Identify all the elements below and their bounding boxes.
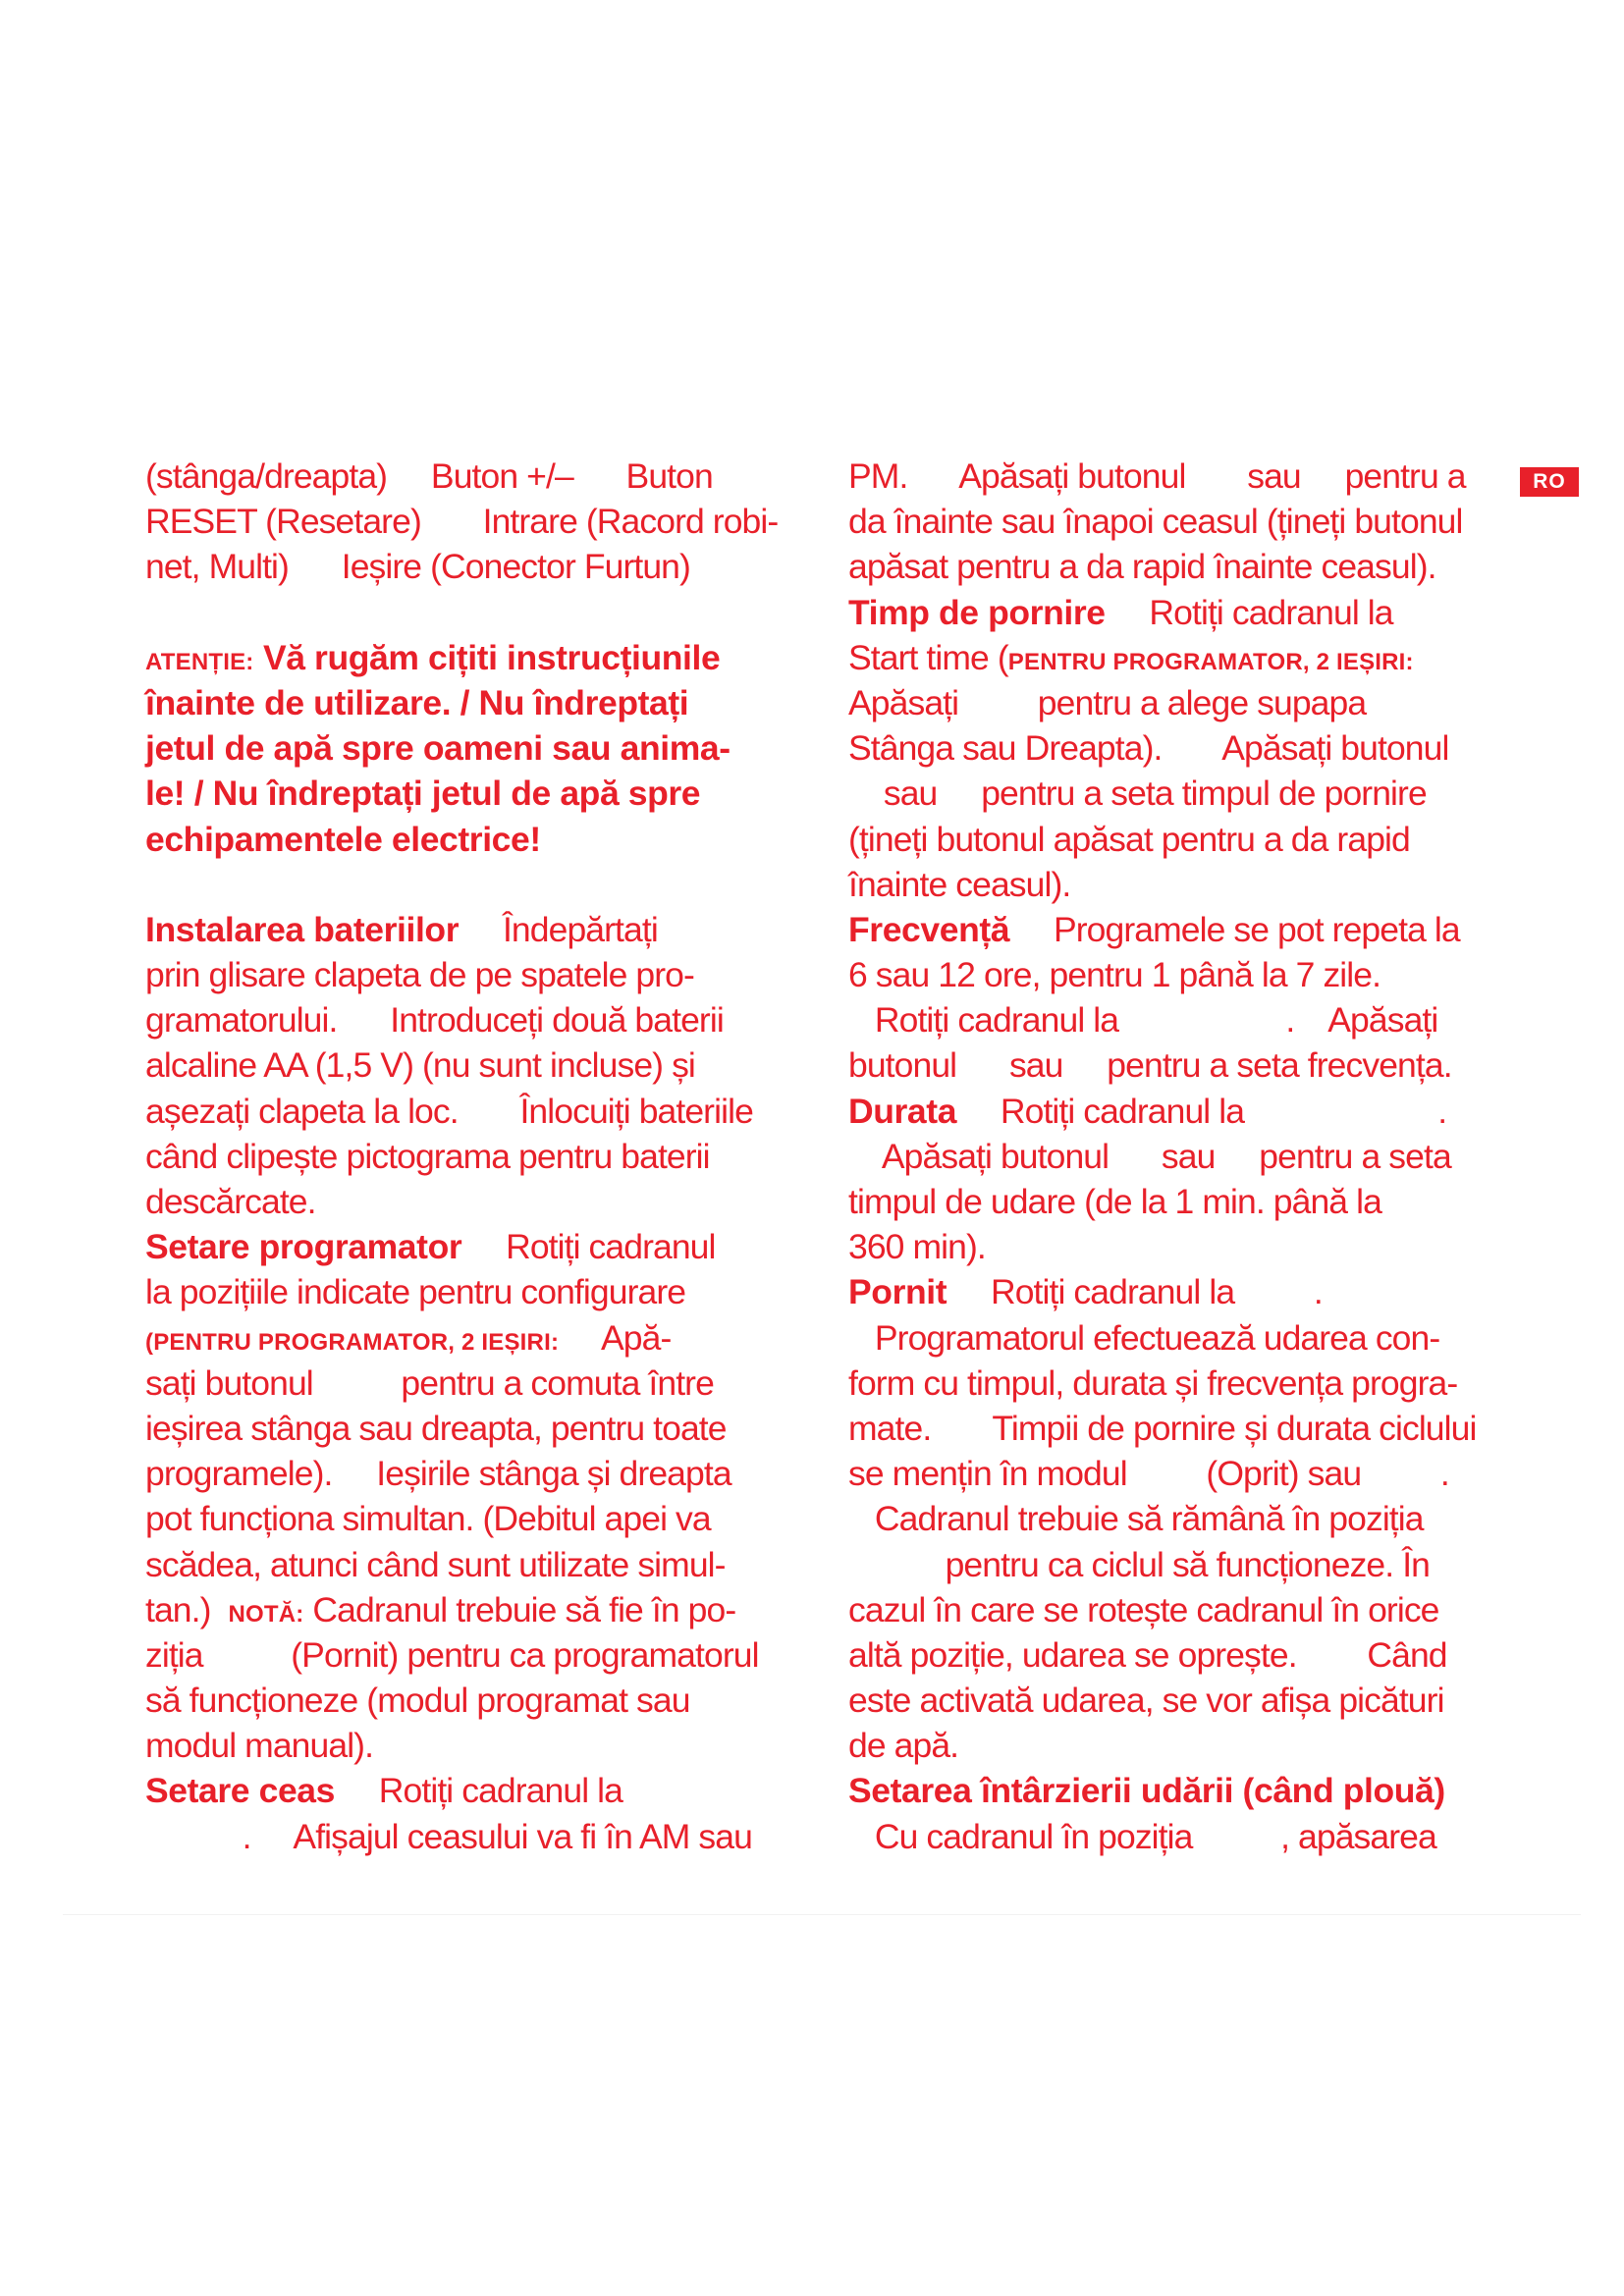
clock-line: PM. Apăsați butonul sau pentru a xyxy=(848,456,1466,496)
warning-line: le! / Nu îndreptați jetul de apă spre xyxy=(145,774,701,814)
start-time-line: (țineți butonul apăsat pentru a da rapid xyxy=(848,819,1410,859)
setup-line: la pozițiile indicate pentru configurare xyxy=(145,1272,686,1312)
warning-line: ATENȚIE: Vă rugăm cițiti instrucțiunile xyxy=(145,637,721,677)
right-column xyxy=(848,454,1526,1859)
battery-line: Instalarea bateriilor Îndepărtați xyxy=(145,909,658,949)
setup-line: Setare programator Rotiți cadranul xyxy=(145,1227,716,1267)
start-time-line: Start time (PENTRU PROGRAMATOR, 2 IEȘIRI: xyxy=(848,637,1414,677)
setup-line: sați butonul pentru a comuta între xyxy=(145,1362,714,1403)
battery-line: prin glisare clapeta de pe spatele pro- xyxy=(145,955,694,995)
section-heading-frequency: Frecvență xyxy=(848,909,1010,949)
setup-line: ieșirea stânga sau dreapta, pentru toate xyxy=(145,1408,727,1448)
on-line: de apă. xyxy=(848,1726,959,1766)
start-time-label: PENTRU PROGRAMATOR, 2 IEȘIRI: xyxy=(1007,648,1414,675)
intro-line: (stânga/dreapta) Buton +/– Buton xyxy=(145,456,713,496)
intro-line: net, Multi) Ieșire (Conector Furtun) xyxy=(145,547,690,587)
start-time-line: Apăsați pentru a alege supapa xyxy=(848,682,1367,722)
on-line: altă poziție, udarea se oprește. Când xyxy=(848,1634,1447,1675)
warning-label: ATENȚIE: xyxy=(145,648,254,675)
setup-line: programele). Ieșirile stânga și dreapta xyxy=(145,1454,731,1494)
section-heading-duration: Durata xyxy=(848,1091,957,1131)
warning-line: înainte de utilizare. / Nu îndreptați xyxy=(145,682,689,722)
on-line: Cadranul trebuie să rămână în poziția xyxy=(848,1499,1424,1539)
frequency-line: Frecvență Programele se pot repeta la xyxy=(848,909,1460,949)
left-column xyxy=(145,454,813,1859)
on-line: Programatorul efectuează udarea con- xyxy=(848,1317,1440,1358)
setup-line: modul manual). xyxy=(145,1726,374,1766)
note-label: NOTĂ: xyxy=(228,1600,304,1628)
battery-line: când clipește pictograma pentru baterii xyxy=(145,1136,710,1176)
duration-line: 360 min). xyxy=(848,1227,986,1267)
frequency-line: butonul sau pentru a seta frecvența. xyxy=(848,1045,1452,1086)
section-heading-on: Pornit xyxy=(848,1272,947,1312)
battery-line: descărcate. xyxy=(145,1182,316,1221)
section-heading-batteries: Instalarea bateriilor xyxy=(145,909,460,949)
on-line: se mențin în modul (Oprit) sau . xyxy=(848,1454,1449,1494)
setup-line: pot funcționa simultan. (Debitul apei va xyxy=(145,1499,711,1539)
setup-label: (PENTRU PROGRAMATOR, 2 IEȘIRI: xyxy=(145,1328,560,1356)
setup-line: scădea, atunci când sunt utilizate simul- xyxy=(145,1544,726,1584)
battery-line: alcaline AA (1,5 V) (nu sunt incluse) și xyxy=(145,1045,695,1086)
setup-line: (PENTRU PROGRAMATOR, 2 IEȘIRI: Apă- xyxy=(145,1317,672,1358)
start-time-line: Timp de pornire Rotiți cadranul la xyxy=(848,592,1393,632)
clock-line: . Afișajul ceasului va fi în AM sau xyxy=(145,1816,752,1856)
on-line: cazul în care se rotește cadranul în orice xyxy=(848,1589,1439,1629)
duration-line: timpul de udare (de la 1 min. până la xyxy=(848,1182,1381,1221)
bottom-rule xyxy=(63,1914,1581,1915)
setup-line: tan.) NOTĂ: Cadranul trebuie să fie în po- xyxy=(145,1589,736,1629)
start-time-line: înainte ceasul). xyxy=(848,864,1071,904)
section-heading-rain-delay: Setarea întârzierii udării (când plouă) xyxy=(848,1771,1445,1811)
start-time-line: sau pentru a seta timpul de pornire xyxy=(848,774,1427,814)
warning-line: jetul de apă spre oameni sau anima- xyxy=(145,728,731,769)
on-line: mate. Timpii de pornire și durata ciclului xyxy=(848,1408,1477,1448)
section-heading-clock: Setare ceas xyxy=(145,1771,335,1811)
intro-line: RESET (Resetare) Intrare (Racord robi- xyxy=(145,502,779,542)
section-heading-setup: Setare programator xyxy=(145,1227,462,1267)
clock-line: Setare ceas Rotiți cadranul la xyxy=(145,1771,623,1811)
clock-line: apăsat pentru a da rapid înainte ceasul). xyxy=(848,547,1436,587)
rain-delay-line: Cu cadranul în poziția , apăsarea xyxy=(848,1816,1436,1856)
section-heading-start-time: Timp de pornire xyxy=(848,592,1106,632)
frequency-line: 6 sau 12 ore, pentru 1 până la 7 zile. xyxy=(848,955,1381,995)
clock-line: da înainte sau înapoi ceasul (țineți butonul xyxy=(848,502,1463,542)
warning-line: echipamentele electrice! xyxy=(145,819,541,859)
setup-line: ziția (Pornit) pentru ca programatorul xyxy=(145,1634,759,1675)
battery-line: gramatorului. Introduceți două baterii xyxy=(145,1000,724,1041)
duration-line: Durata Rotiți cadranul la . xyxy=(848,1091,1447,1131)
duration-line: Apăsați butonul sau pentru a seta xyxy=(848,1136,1451,1176)
frequency-line: Rotiți cadranul la . Apăsați xyxy=(848,1000,1438,1041)
on-line: Pornit Rotiți cadranul la . xyxy=(848,1272,1323,1312)
on-line: este activată udarea, se vor afișa picături xyxy=(848,1681,1444,1721)
battery-line: așezați clapeta la loc. Înlocuiți bateriile xyxy=(145,1091,753,1131)
on-line: pentru ca ciclul să funcționeze. În xyxy=(848,1544,1431,1584)
language-badge: RO xyxy=(1520,467,1579,497)
on-line: form cu timpul, durata și frecvența progra- xyxy=(848,1362,1458,1403)
start-time-line: Stânga sau Dreapta). Apăsați butonul xyxy=(848,728,1449,769)
setup-line: să funcționeze (modul programat sau xyxy=(145,1681,690,1721)
